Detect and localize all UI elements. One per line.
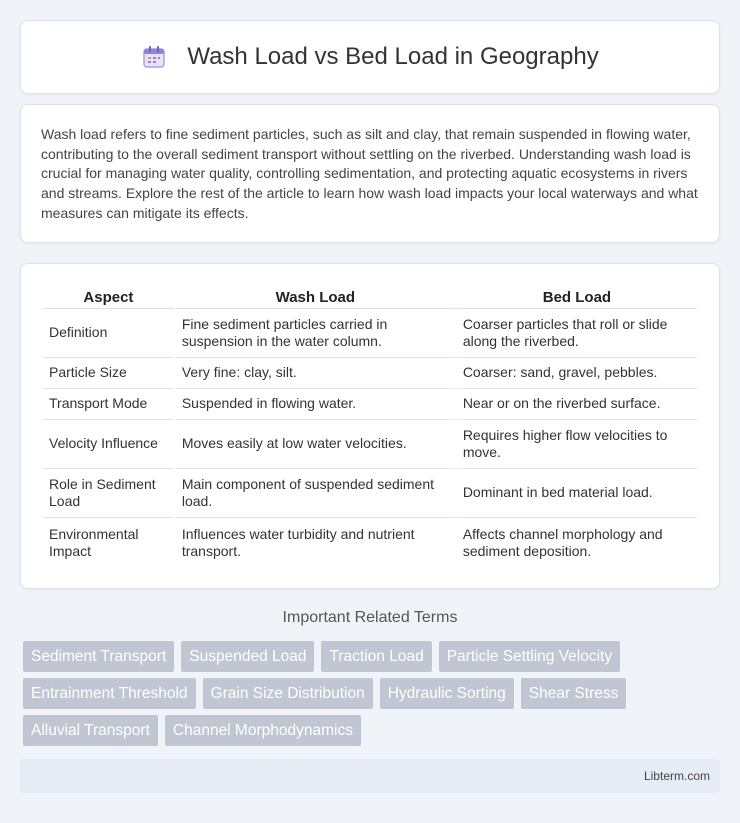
footer-site-link[interactable]: Libterm.com bbox=[643, 769, 710, 783]
page-title: Wash Load vs Bed Load in Geography bbox=[187, 43, 599, 70]
table-row bbox=[43, 358, 697, 389]
term-tag[interactable]: Grain Size Distribution bbox=[203, 678, 373, 709]
column-header-bed-load: Bed Load bbox=[457, 286, 697, 309]
bed-load-cell: Near or on the riverbed surface. bbox=[457, 389, 697, 420]
term-tag[interactable]: Channel Morphodynamics bbox=[165, 715, 361, 746]
table-row bbox=[43, 469, 697, 518]
term-tag[interactable]: Hydraulic Sorting bbox=[380, 678, 514, 709]
table-header-row bbox=[43, 286, 697, 309]
comparison-table bbox=[41, 286, 699, 568]
bed-load-cell: Coarser: sand, gravel, pebbles. bbox=[457, 358, 697, 389]
wash-load-cell: Moves easily at low water velocities. bbox=[176, 420, 455, 469]
header-card bbox=[20, 20, 720, 94]
wash-load-cell: Suspended in flowing water. bbox=[176, 389, 455, 420]
bed-load-cell: Requires higher flow velocities to move. bbox=[457, 420, 697, 469]
term-tag[interactable]: Particle Settling Velocity bbox=[439, 641, 620, 672]
wash-load-cell: Fine sediment particles carried in suspension in the water column. bbox=[176, 309, 455, 358]
table-row bbox=[43, 309, 697, 358]
table-row bbox=[43, 518, 697, 568]
related-terms-list bbox=[23, 641, 723, 752]
bed-load-cell: Coarser particles that roll or slide along the riverbed. bbox=[457, 309, 697, 358]
wash-load-cell: Main component of suspended sediment load. bbox=[176, 469, 455, 518]
related-terms-title: Important Related Terms bbox=[282, 609, 458, 626]
column-header-aspect: Aspect bbox=[43, 286, 174, 309]
table-row bbox=[43, 389, 697, 420]
column-header-wash-load: Wash Load bbox=[176, 286, 455, 309]
term-tag[interactable]: Shear Stress bbox=[521, 678, 627, 709]
aspect-cell: Velocity Influence bbox=[43, 420, 174, 469]
term-tag[interactable]: Suspended Load bbox=[181, 641, 314, 672]
table-row bbox=[43, 420, 697, 469]
intro-card bbox=[20, 104, 720, 243]
comparison-card bbox=[20, 263, 720, 589]
intro-text: Wash load refers to fine sediment particles, such as silt and clay, that remain suspended in flowing water, contributing to the overall sediment transport without settling on the riverbed. Understanding wash load is crucial for managing water quality, controlling sedimentation, and protecting aquatic ecosystems in rivers and streams. Explore the rest of the article to learn how wash load impacts your local waterways and what measures can mitigate its effects. bbox=[41, 126, 698, 221]
term-tag[interactable]: Alluvial Transport bbox=[23, 715, 158, 746]
footer bbox=[20, 759, 720, 793]
term-tag[interactable]: Sediment Transport bbox=[23, 641, 174, 672]
calendar-icon bbox=[141, 44, 167, 70]
aspect-cell: Transport Mode bbox=[43, 389, 174, 420]
aspect-cell: Definition bbox=[43, 309, 174, 358]
bed-load-cell: Affects channel morphology and sediment deposition. bbox=[462, 525, 663, 559]
aspect-cell: Particle Size bbox=[43, 358, 174, 389]
bed-load-cell: Dominant in bed material load. bbox=[457, 469, 697, 518]
term-tag[interactable]: Traction Load bbox=[321, 641, 431, 672]
term-tag[interactable]: Entrainment Threshold bbox=[23, 678, 196, 709]
aspect-cell: Environmental Impact bbox=[49, 525, 139, 559]
wash-load-cell: Influences water turbidity and nutrient transport. bbox=[181, 525, 415, 559]
wash-load-cell: Very fine: clay, silt. bbox=[176, 358, 455, 389]
aspect-cell: Role in Sediment Load bbox=[43, 469, 174, 518]
